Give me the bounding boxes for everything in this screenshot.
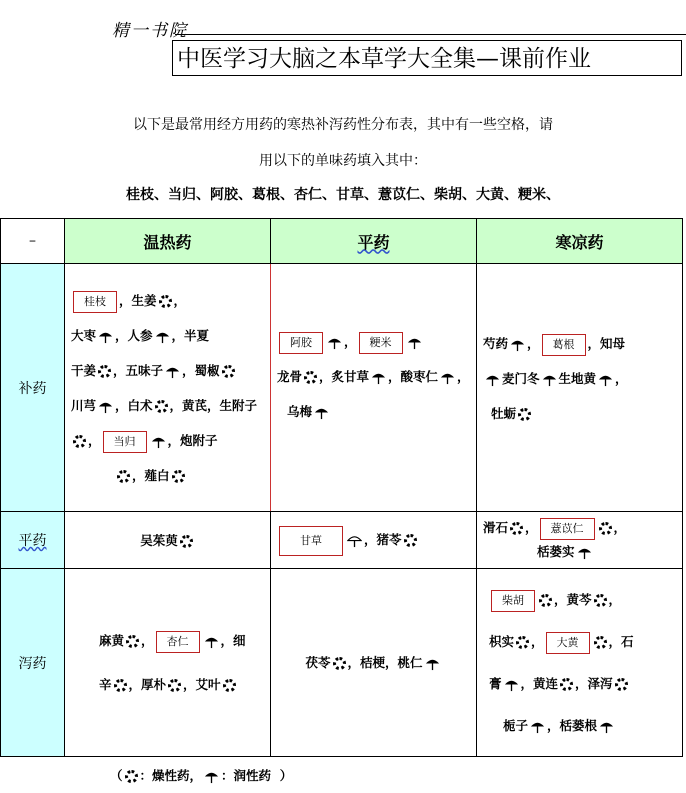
dry-icon (594, 594, 607, 607)
blank-box: 杏仁 (156, 631, 200, 653)
herb-text: ， (525, 520, 538, 535)
dry-icon (304, 371, 317, 384)
moist-icon (425, 656, 440, 671)
herb-text: 栀子 (503, 717, 529, 733)
moist-icon (530, 719, 545, 734)
herb-text: 生地黄 (558, 371, 597, 386)
herb-text: ， (527, 336, 540, 351)
cell-tonify-neutral (271, 264, 477, 512)
herb-text: ， (615, 371, 628, 386)
intro-line-2: 用以下的单味药填入其中： (259, 153, 427, 169)
herb-list: 桂枝、当归、阿胶、葛根、杏仁、甘草、薏苡仁、柴胡、大黄、粳米、 (126, 187, 560, 203)
herb-text: ，炮附子 (167, 432, 218, 448)
legend-close: ） (279, 768, 293, 783)
moist-icon (598, 372, 613, 387)
moist-icon (407, 335, 422, 350)
header-rule (175, 34, 686, 35)
row-header-purge: 泻药 (1, 569, 65, 757)
moist-icon (327, 335, 342, 350)
cell-neutral-neutral (271, 512, 477, 569)
herb-text: ，艾叶 (183, 676, 221, 692)
cell-neutral-warm (65, 512, 271, 569)
blank-box: 粳米 (359, 332, 403, 354)
herb-text: 牡蛎 (491, 406, 517, 421)
herb-text: 大枣 (71, 327, 97, 343)
herb-text: 乌梅 (287, 404, 313, 419)
herb-text: ，黄芩 (554, 591, 592, 607)
column-header-warm: 温热药 (65, 219, 271, 264)
herb-text: 干姜 (71, 362, 97, 378)
herb-text: ，炙甘草 (319, 369, 370, 384)
dry-icon (172, 470, 185, 483)
legend (110, 766, 292, 784)
cell-purge-cold (477, 569, 683, 757)
moist-icon (98, 399, 113, 414)
row-header-tonify: 补药 (1, 264, 65, 512)
herb-text: ， (141, 632, 154, 648)
dry-icon (117, 470, 130, 483)
legend-dry-label: ：燥性药， (139, 768, 203, 783)
blank-box: 桂枝 (73, 291, 117, 313)
herb-text: 吴茱萸 (140, 532, 178, 548)
cell-purge-neutral (271, 569, 477, 757)
herb-text: ，桔梗，桃仁 (347, 655, 423, 670)
cell-tonify-warm (65, 264, 271, 512)
blank-box: 大黄 (546, 632, 590, 654)
dry-icon (594, 636, 607, 649)
dry-icon (518, 408, 531, 421)
page-title: 中医学习大脑之本草学大全集—课前作业 (172, 40, 682, 76)
herb-text: ，黄芪，生附子 (169, 397, 258, 413)
herb-text: ，细 (220, 632, 246, 648)
herb-text: ， (344, 334, 357, 349)
moist-icon (542, 372, 557, 387)
cell-purge-warm (65, 569, 271, 757)
dry-icon (155, 400, 168, 413)
herb-text: ，酸枣仁 (388, 369, 439, 384)
moist-icon (204, 634, 219, 649)
moist-icon (151, 434, 166, 449)
herb-text: ，猪苓 (364, 531, 402, 547)
dry-icon (510, 522, 523, 535)
herb-text: 麻黄 (99, 632, 125, 648)
moist-icon (510, 337, 525, 352)
dry-icon (114, 679, 127, 692)
cell-tonify-cold (477, 264, 683, 512)
herb-text: ，黄连 (520, 675, 559, 691)
dry-icon (599, 522, 612, 535)
herb-text: ， (457, 369, 470, 384)
blank-box: 当归 (103, 431, 147, 453)
herb-text: 芍药 (483, 336, 509, 351)
dry-icon (73, 435, 86, 448)
moist-icon (504, 677, 519, 692)
herb-text: ， (613, 520, 627, 535)
herb-text: 茯苓 (305, 655, 331, 670)
herb-text: ，白术 (115, 397, 153, 413)
moist-icon (599, 719, 614, 734)
cell-neutral-cold (477, 512, 683, 569)
dry-icon (126, 635, 139, 648)
moist-icon (347, 533, 362, 548)
dry-icon (125, 770, 138, 783)
herb-text: ，厚朴 (128, 676, 167, 692)
herb-text: ，薤白 (132, 467, 170, 483)
moist-icon (155, 329, 170, 344)
herb-text: ，栝蒌根 (547, 717, 598, 733)
dry-icon (560, 678, 573, 691)
herb-text: 枳实 (489, 633, 515, 649)
herb-text: ， (173, 292, 187, 308)
herb-text: ，泽泻 (575, 675, 613, 691)
dry-icon (333, 657, 346, 670)
moist-icon (440, 370, 455, 385)
herb-text: 龙骨 (277, 369, 303, 384)
herb-text: ，半夏 (171, 327, 210, 343)
herb-text: 滑石 (483, 520, 509, 535)
moist-icon (371, 370, 386, 385)
herb-property-table (0, 218, 683, 757)
herb-text: ， (88, 432, 101, 448)
dry-icon (404, 534, 417, 547)
blank-box: 阿胶 (279, 332, 323, 354)
brand-logo: 精一书院 (112, 21, 188, 41)
herb-text: ，人参 (115, 327, 153, 343)
legend-moist-label: ：润性药 (221, 768, 272, 783)
herb-text: ，蜀椒 (182, 362, 220, 378)
column-header-cold: 寒凉药 (477, 219, 683, 264)
herb-text: 栝蒌实 (537, 544, 575, 559)
herb-text: 膏 (489, 675, 502, 691)
blank-box: 薏苡仁 (540, 518, 595, 540)
column-header-neutral (271, 219, 477, 264)
moist-icon (204, 769, 219, 784)
intro-line-1: 以下是最常用经方用药的寒热补泻药性分布表，其中有一些空格，请 (133, 117, 553, 133)
moist-icon (577, 545, 592, 560)
dry-icon (223, 679, 236, 692)
herb-text: 辛 (99, 676, 112, 692)
blank-box: 葛根 (542, 334, 586, 356)
herb-text: ， (608, 591, 622, 607)
dry-icon (516, 636, 529, 649)
dry-icon (615, 678, 628, 691)
dry-icon (98, 365, 111, 378)
dry-icon (539, 594, 552, 607)
column-header-neutral-label: 平药 (357, 232, 390, 252)
herb-text: ，生姜 (119, 292, 157, 308)
dry-icon (180, 535, 193, 548)
moist-icon (165, 364, 180, 379)
herb-text: ，知母 (587, 336, 626, 351)
herb-text: 麦门冬 (502, 371, 540, 386)
herb-text: ，石 (608, 633, 634, 649)
table-corner: – (1, 219, 65, 264)
row-header-neutral-label: 平药 (18, 533, 47, 549)
blank-box: 甘草 (279, 526, 343, 556)
herb-text: ，五味子 (113, 362, 164, 378)
moist-icon (485, 372, 500, 387)
dry-icon (222, 365, 235, 378)
herb-text: 川芎 (71, 397, 97, 413)
dry-icon (159, 295, 172, 308)
herb-text: ， (531, 633, 544, 649)
moist-icon (314, 405, 329, 420)
row-header-neutral (1, 512, 65, 569)
dry-icon (168, 679, 181, 692)
legend-open: （ (110, 768, 123, 783)
moist-icon (98, 329, 113, 344)
blank-box: 柴胡 (491, 590, 535, 612)
